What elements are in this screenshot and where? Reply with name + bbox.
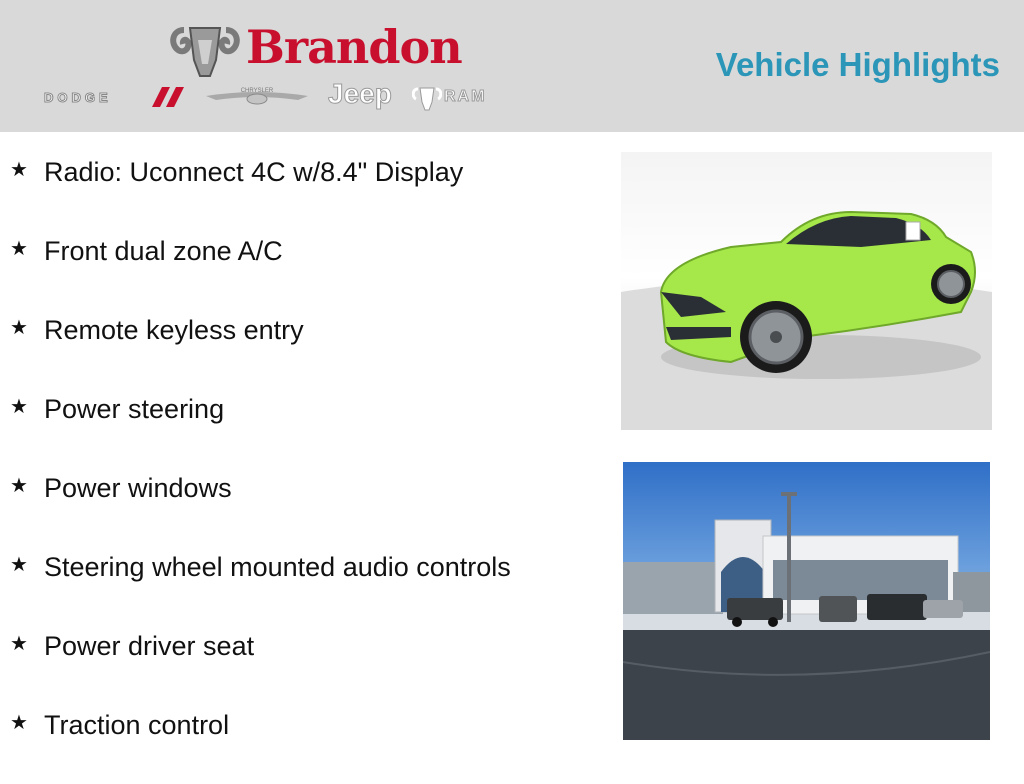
star-icon: ★ (10, 633, 28, 655)
star-icon: ★ (10, 712, 28, 734)
list-item (10, 152, 590, 231)
feature-label: Power driver seat (44, 631, 255, 661)
ram-small-icon (412, 84, 442, 112)
feature-label: Traction control (44, 710, 230, 740)
dodge-logo: DODGE (44, 90, 112, 105)
brand-logo-row (40, 78, 540, 114)
chrysler-logo: CHRYSLER (240, 88, 274, 94)
vehicle-photo[interactable] (621, 152, 992, 430)
feature-label: Power windows (44, 473, 232, 503)
page-title: Vehicle Highlights (715, 46, 1000, 83)
star-icon: ★ (10, 554, 28, 576)
feature-list (10, 152, 590, 784)
header-banner (0, 0, 1024, 132)
ram-head-icon (170, 20, 240, 82)
feature-label: Radio: Uconnect 4C w/8.4" Display (44, 157, 464, 187)
star-icon: ★ (10, 317, 28, 339)
list-item (10, 231, 590, 310)
star-icon: ★ (10, 159, 28, 181)
star-icon: ★ (10, 475, 28, 497)
list-item (10, 310, 590, 389)
dealership-photo[interactable] (623, 462, 990, 740)
feature-label: Steering wheel mounted audio controls (44, 552, 511, 582)
list-item (10, 705, 590, 784)
star-icon: ★ (10, 238, 28, 260)
chrysler-wings-icon (202, 86, 312, 108)
list-item (10, 547, 590, 626)
ram-logo: RAM (444, 88, 487, 105)
brand-name: Brandon (246, 20, 462, 74)
dodge-stripes-icon (152, 87, 188, 107)
star-icon: ★ (10, 396, 28, 418)
dealership-image (623, 462, 990, 740)
list-item (10, 468, 590, 547)
dealer-logo[interactable] (40, 18, 540, 118)
car-image (621, 152, 992, 430)
feature-label: Remote keyless entry (44, 315, 304, 345)
list-item (10, 626, 590, 705)
jeep-logo: Jeep (328, 78, 392, 109)
list-item (10, 389, 590, 468)
feature-label: Power steering (44, 394, 225, 424)
feature-label: Front dual zone A/C (44, 236, 283, 266)
